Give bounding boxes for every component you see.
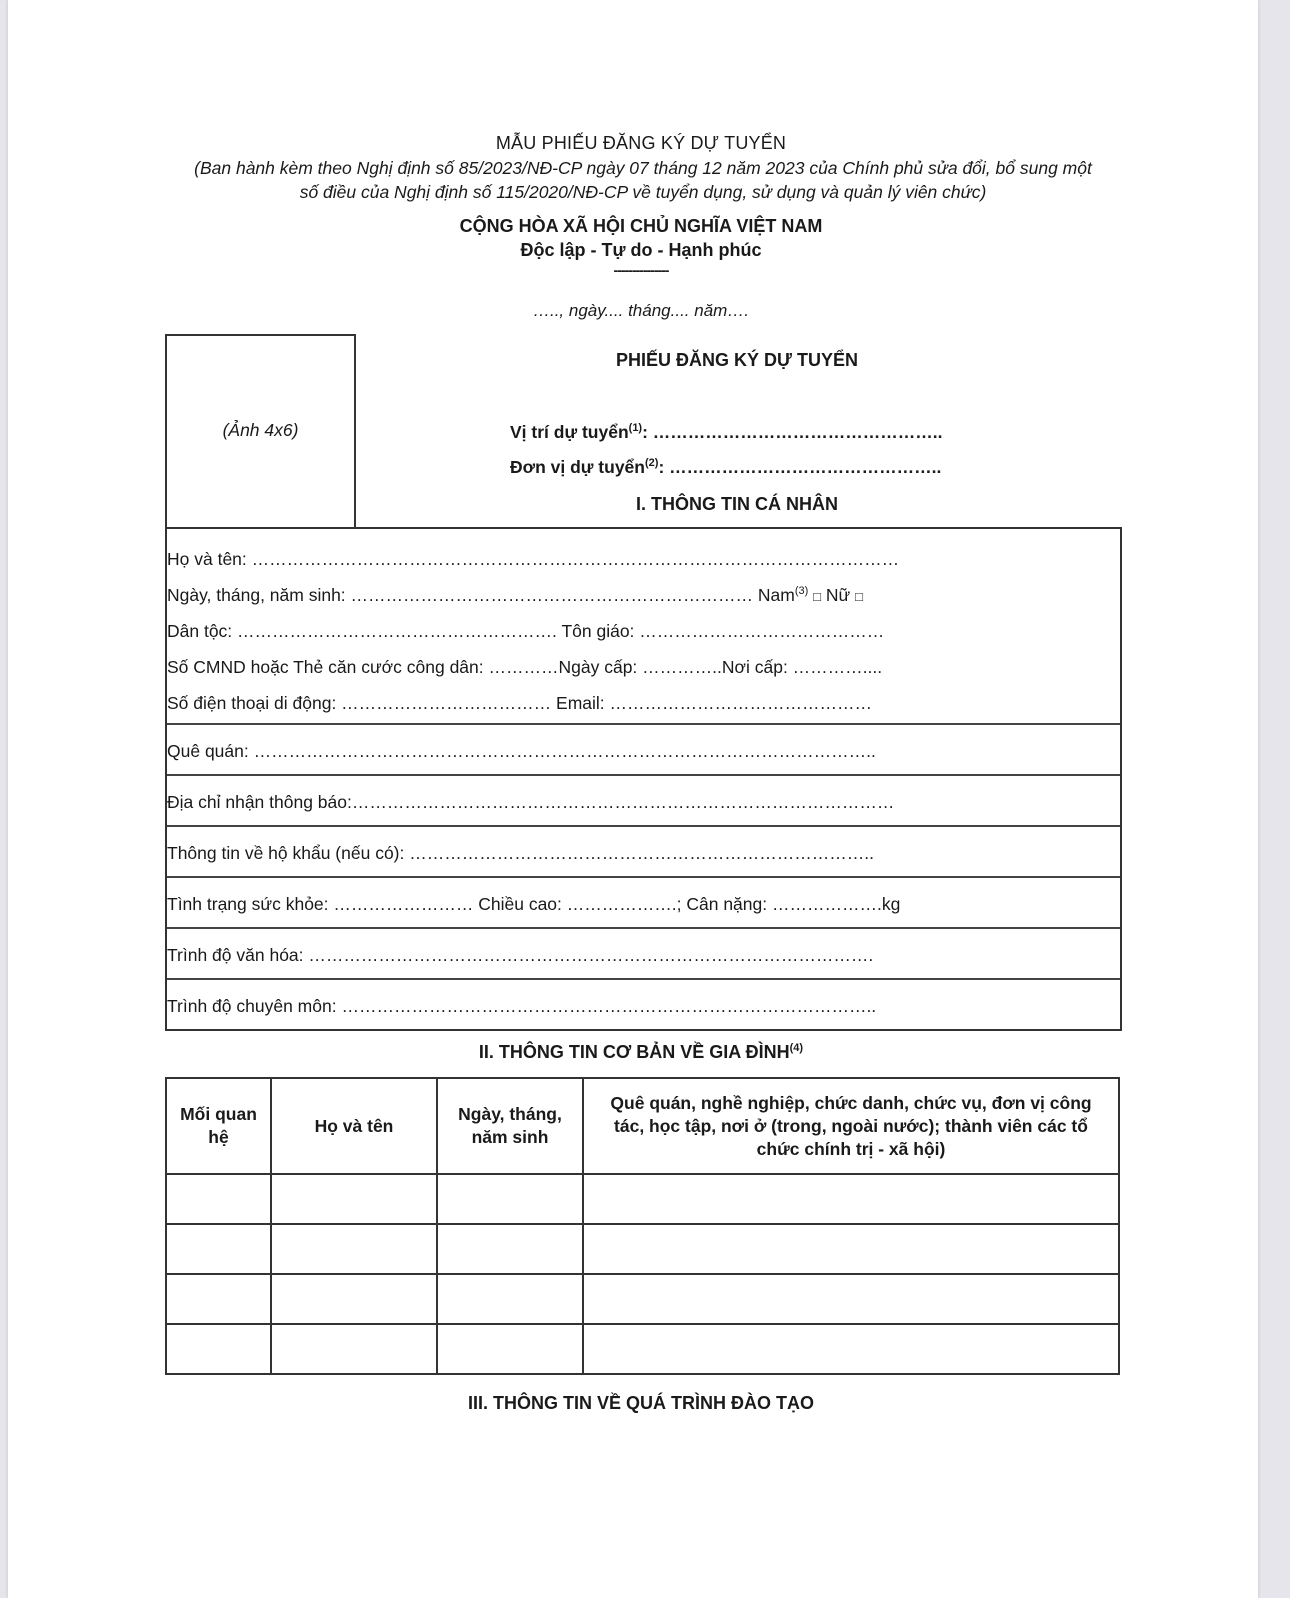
position-footnote: (1) [628,422,643,435]
cell-full-name[interactable] [271,1274,437,1324]
hometown-field[interactable]: Quê quán: …………………………………………………………………………………………….. [167,725,1120,776]
col-details: Quê quán, nghề nghiệp, chức danh, chức vụ, đơn vị công tác, học tập, nơi ở (trong, ngoài nước); thành viên các tổ chức chính trị - xã hội) [583,1078,1119,1174]
cell-relationship[interactable] [166,1224,271,1274]
table-row [166,1224,1119,1274]
household-field[interactable]: Thông tin về hộ khẩu (nếu có): …………………………………………………………………….. [167,827,1120,878]
ethnicity-religion-field[interactable]: Dân tộc: ………………………………………………. Tôn giáo: …………………………………… [167,621,885,641]
col-relationship: Mối quan hệ [166,1078,271,1174]
cell-relationship[interactable] [166,1174,271,1224]
female-checkbox[interactable]: □ [855,589,863,604]
notify-address-field[interactable]: Địa chỉ nhận thông báo:………………………………………………………………………………… [167,776,1120,827]
male-checkbox[interactable]: □ [813,589,822,604]
col-date-of-birth: Ngày, tháng, năm sinh [437,1078,583,1174]
cell-full-name[interactable] [271,1324,437,1374]
table-row [166,1174,1119,1224]
national-motto: Độc lập - Tự do - Hạnh phúc [520,240,762,260]
date-line: ….., ngày.... tháng.... năm…. [532,301,750,320]
cell-details[interactable] [583,1224,1119,1274]
family-table-header [166,1078,1119,1174]
cell-date-of-birth[interactable] [437,1274,583,1324]
family-info-table [165,1077,1120,1375]
cell-details[interactable] [583,1274,1119,1324]
decree-line-1: (Ban hành kèm theo Nghị định số 85/2023/NĐ-CP ngày 07 tháng 12 năm 2023 của Chính phủ sửa đổi, bổ sung một [194,158,1092,178]
section-2-title [8,1042,1274,1063]
education-level-field[interactable]: Trình độ văn hóa: ……………………………………………………………………………………. [167,929,1120,980]
professional-level-field[interactable]: Trình độ chuyên môn: ……………………………………………………………………………….. [167,996,877,1016]
dob-field: Ngày, tháng, năm sinh: …………………………………………………………… Nam [167,585,795,605]
cell-details[interactable] [583,1324,1119,1374]
position-field[interactable] [510,422,943,443]
cell-relationship[interactable] [166,1274,271,1324]
phone-email-field[interactable]: Số điện thoại di động: ……………………………… Email: ……………………………………… [167,693,873,713]
unit-field[interactable] [510,457,941,478]
section-3-title: III. THÔNG TIN VỀ QUÁ TRÌNH ĐÀO TẠO [468,1393,814,1413]
dob-gender-field[interactable] [167,577,1120,613]
cell-full-name[interactable] [271,1224,437,1274]
decree-line-2: số điều của Nghị định số 115/2020/NĐ-CP về tuyển dụng, sử dụng và quản lý viên chức) [299,182,987,202]
personal-info-block [167,529,1120,725]
cell-date-of-birth[interactable] [437,1324,583,1374]
section-1-title: I. THÔNG TIN CÁ NHÂN [636,494,838,514]
full-name-field[interactable]: Họ và tên: ………………………………………………………………………………………………… [167,549,900,569]
title-divider: --------------- [613,262,669,278]
document-page [8,0,1258,1598]
personal-info-table [165,527,1122,1031]
cell-date-of-birth[interactable] [437,1174,583,1224]
decree-reference [148,156,1138,204]
unit-footnote: (2) [644,457,659,470]
position-fill: : ………………………………………….. [642,422,943,442]
cell-full-name[interactable] [271,1174,437,1224]
section-2-title-text: II. THÔNG TIN CƠ BẢN VỀ GIA ĐÌNH [478,1042,790,1062]
unit-fill: : ……………………………………….. [658,457,942,477]
registration-title: PHIẾU ĐĂNG KÝ DỰ TUYỂN [616,350,858,370]
unit-label: Đơn vị dự tuyển [510,457,645,477]
health-field[interactable]: Tình trạng sức khỏe: …………………… Chiều cao: ……………….; Cân nặng: ……………….kg [167,878,1120,929]
table-row [166,1324,1119,1374]
table-row [166,1274,1119,1324]
position-label: Vị trí dự tuyển [510,422,629,442]
col-full-name: Họ và tên [271,1078,437,1174]
photo-placeholder-box [165,334,356,529]
cell-date-of-birth[interactable] [437,1224,583,1274]
gender-footnote: (3) [794,585,809,598]
cell-relationship[interactable] [166,1324,271,1374]
photo-placeholder-label: (Ảnh 4x6) [222,420,299,440]
female-label: Nữ [825,585,851,605]
cell-details[interactable] [583,1174,1119,1224]
section-2-footnote: (4) [789,1042,804,1054]
form-title: MẪU PHIẾU ĐĂNG KÝ DỰ TUYỂN [495,133,787,153]
id-card-field[interactable]: Số CMND hoặc Thẻ căn cước công dân: …………Ngày cấp: …………..Nơi cấp: ………….... [167,657,883,677]
national-title: CỘNG HÒA XÃ HỘI CHỦ NGHĨA VIỆT NAM [459,216,823,236]
